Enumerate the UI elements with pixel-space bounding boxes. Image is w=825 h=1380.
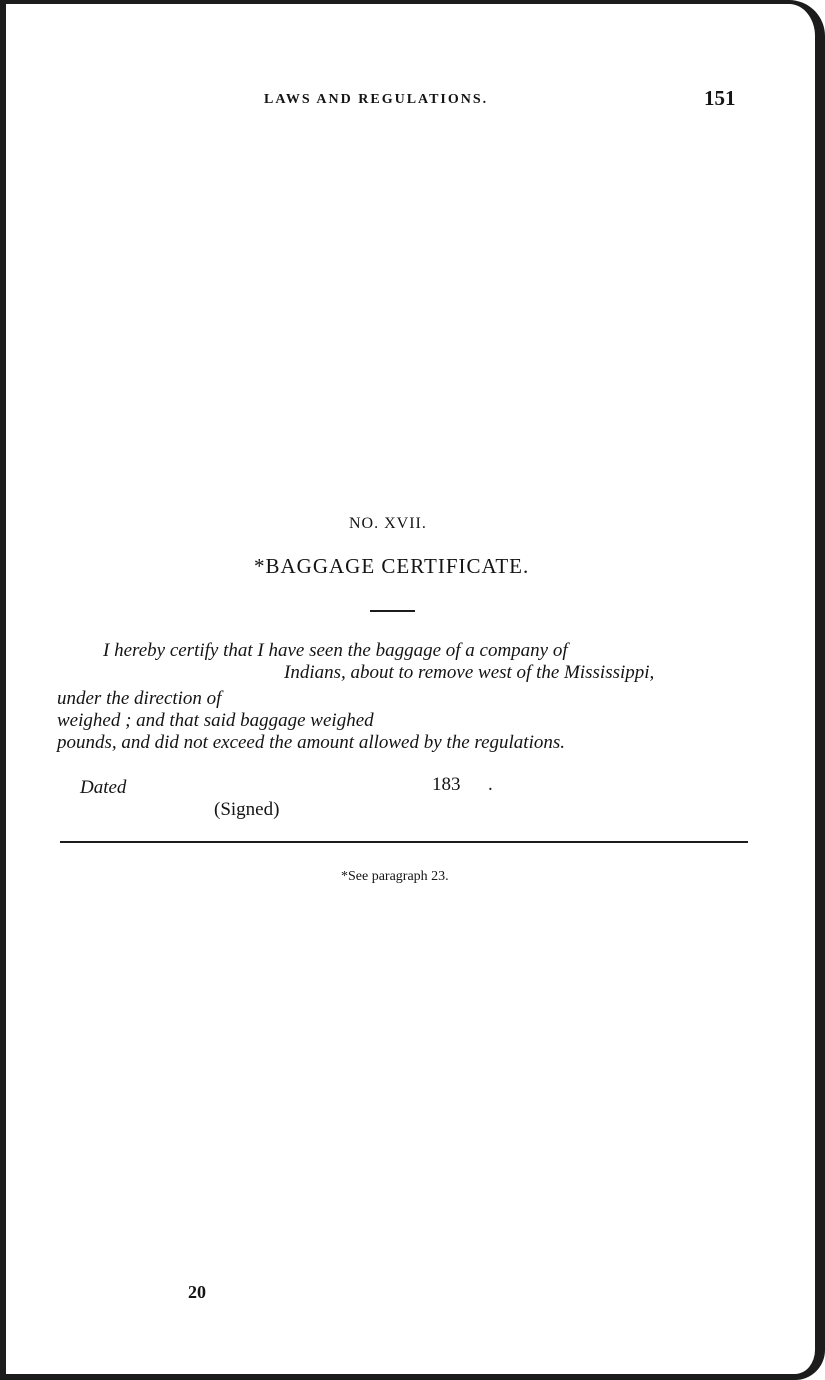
title-divider [370,610,415,612]
form-title: *BAGGAGE CERTIFICATE. [254,554,530,578]
footnote: *See paragraph 23. [341,869,449,884]
year-prefix: 183 [432,774,461,795]
signature-mark: 20 [188,1282,206,1302]
certificate-line-5: pounds, and did not exceed the amount allowed by the regulations. [57,732,565,753]
dated-label: Dated [80,777,127,798]
form-number: NO. XVII. [349,515,427,532]
page-number: 151 [704,86,736,110]
certificate-line-2: Indians, about to remove west of the Mississippi, [284,662,655,683]
running-head: LAWS AND REGULATIONS. [264,92,489,107]
footnote-divider [60,841,748,843]
certificate-line-4: weighed ; and that said baggage weighed [57,710,374,731]
date-period: . [488,774,493,795]
signed-label: (Signed) [214,799,280,820]
certificate-line-3: under the direction of [57,688,222,709]
certificate-line-1: I hereby certify that I have seen the baggage of a company of [103,640,568,661]
